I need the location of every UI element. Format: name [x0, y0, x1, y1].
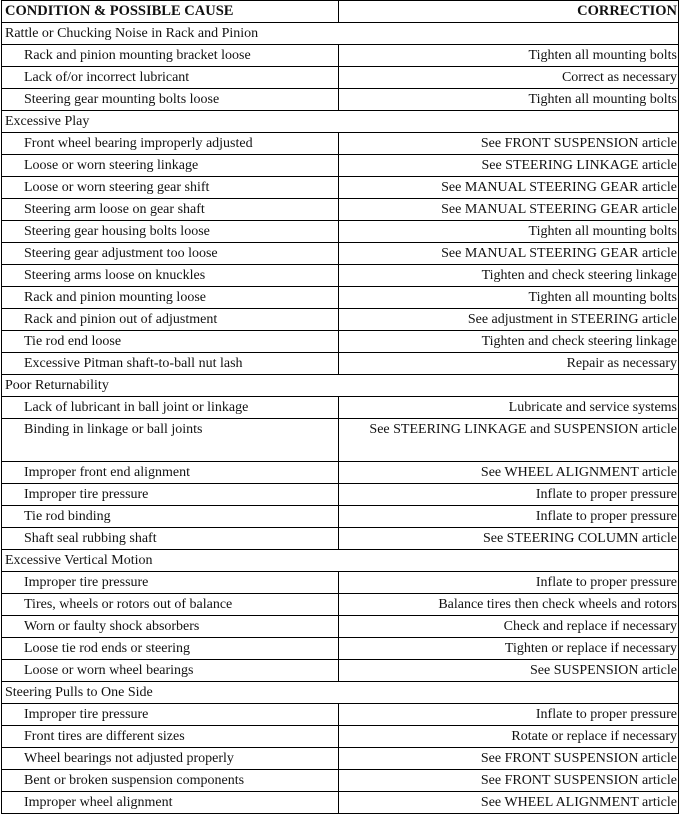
correction-cell: Inflate to proper pressure: [339, 484, 679, 506]
cause-cell: Steering arms loose on knuckles: [2, 265, 339, 287]
correction-cell: Tighten all mounting bolts: [339, 89, 679, 111]
cause-cell: Steering gear mounting bolts loose: [2, 89, 339, 111]
header-row: [2, 1, 679, 23]
correction-cell: Lubricate and service systems: [339, 397, 679, 419]
cause-cell: Lack of/or incorrect lubricant: [2, 67, 339, 89]
correction-cell: Tighten all mounting bolts: [339, 45, 679, 67]
condition-header: CONDITION & POSSIBLE CAUSE: [2, 1, 339, 23]
table-row: [2, 89, 679, 111]
table-row: [2, 748, 679, 770]
cause-cell: Shaft seal rubbing shaft: [2, 528, 339, 550]
table-row: [2, 660, 679, 682]
section-row: [2, 550, 679, 572]
cause-cell: Improper tire pressure: [2, 572, 339, 594]
correction-cell: See WHEEL ALIGNMENT article: [339, 792, 679, 814]
cause-cell: Loose or worn steering gear shift: [2, 177, 339, 199]
cause-cell: Steering gear housing bolts loose: [2, 221, 339, 243]
diagnosis-table: [1, 0, 679, 814]
cause-cell: Rack and pinion out of adjustment: [2, 309, 339, 331]
correction-cell: See STEERING LINKAGE and SUSPENSION article: [339, 419, 679, 462]
correction-cell: Correct as necessary: [339, 67, 679, 89]
table-row: [2, 462, 679, 484]
table-row: [2, 177, 679, 199]
cause-cell: Improper tire pressure: [2, 704, 339, 726]
correction-cell: Check and replace if necessary: [339, 616, 679, 638]
section-title: Steering Pulls to One Side: [2, 682, 679, 704]
table-row: [2, 155, 679, 177]
table-row: [2, 353, 679, 375]
correction-cell: See WHEEL ALIGNMENT article: [339, 462, 679, 484]
cause-cell: Rack and pinion mounting loose: [2, 287, 339, 309]
table-row: [2, 594, 679, 616]
section-row: [2, 23, 679, 45]
correction-cell: See MANUAL STEERING GEAR article: [339, 177, 679, 199]
cause-cell: Lack of lubricant in ball joint or linkage: [2, 397, 339, 419]
table-row: [2, 572, 679, 594]
cause-cell: Binding in linkage or ball joints: [2, 419, 339, 462]
table-row: [2, 528, 679, 550]
correction-cell: See FRONT SUSPENSION article: [339, 770, 679, 792]
section-row: [2, 111, 679, 133]
correction-cell: Inflate to proper pressure: [339, 506, 679, 528]
correction-cell: See SUSPENSION article: [339, 660, 679, 682]
section-row: [2, 682, 679, 704]
table-row: [2, 638, 679, 660]
table-row: [2, 770, 679, 792]
cause-cell: Steering gear adjustment too loose: [2, 243, 339, 265]
cause-cell: Improper front end alignment: [2, 462, 339, 484]
correction-cell: Inflate to proper pressure: [339, 572, 679, 594]
correction-cell: See FRONT SUSPENSION article: [339, 133, 679, 155]
table-row: [2, 265, 679, 287]
section-title: Poor Returnability: [2, 375, 679, 397]
correction-cell: See MANUAL STEERING GEAR article: [339, 199, 679, 221]
section-title: Excessive Play: [2, 111, 679, 133]
cause-cell: Bent or broken suspension components: [2, 770, 339, 792]
table-row: [2, 506, 679, 528]
correction-cell: Tighten all mounting bolts: [339, 287, 679, 309]
cause-cell: Front tires are different sizes: [2, 726, 339, 748]
table-row: [2, 199, 679, 221]
correction-cell: See STEERING LINKAGE article: [339, 155, 679, 177]
cause-cell: Loose tie rod ends or steering: [2, 638, 339, 660]
table-row: [2, 726, 679, 748]
correction-header: CORRECTION: [339, 1, 679, 23]
table-row: [2, 133, 679, 155]
section-title: Excessive Vertical Motion: [2, 550, 679, 572]
section-row: [2, 375, 679, 397]
correction-cell: Tighten or replace if necessary: [339, 638, 679, 660]
cause-cell: Rack and pinion mounting bracket loose: [2, 45, 339, 67]
correction-cell: Balance tires then check wheels and rotors: [339, 594, 679, 616]
cause-cell: Loose or worn steering linkage: [2, 155, 339, 177]
cause-cell: Front wheel bearing improperly adjusted: [2, 133, 339, 155]
table-row: [2, 484, 679, 506]
table-row: [2, 221, 679, 243]
correction-cell: Inflate to proper pressure: [339, 704, 679, 726]
table-row: [2, 616, 679, 638]
table-row: [2, 704, 679, 726]
correction-cell: See STEERING COLUMN article: [339, 528, 679, 550]
cause-cell: Tires, wheels or rotors out of balance: [2, 594, 339, 616]
table-row: [2, 45, 679, 67]
cause-cell: Improper tire pressure: [2, 484, 339, 506]
correction-cell: Repair as necessary: [339, 353, 679, 375]
table-row: [2, 243, 679, 265]
cause-cell: Tie rod end loose: [2, 331, 339, 353]
correction-cell: Tighten all mounting bolts: [339, 221, 679, 243]
table-row: [2, 419, 679, 462]
table-row: [2, 309, 679, 331]
table-row: [2, 287, 679, 309]
table-row: [2, 397, 679, 419]
correction-cell: See MANUAL STEERING GEAR article: [339, 243, 679, 265]
cause-cell: Steering arm loose on gear shaft: [2, 199, 339, 221]
section-title: Rattle or Chucking Noise in Rack and Pinion: [2, 23, 679, 45]
cause-cell: Tie rod binding: [2, 506, 339, 528]
table-row: [2, 792, 679, 814]
cause-cell: Worn or faulty shock absorbers: [2, 616, 339, 638]
correction-cell: See FRONT SUSPENSION article: [339, 748, 679, 770]
table-row: [2, 331, 679, 353]
table-row: [2, 67, 679, 89]
correction-cell: Rotate or replace if necessary: [339, 726, 679, 748]
cause-cell: Loose or worn wheel bearings: [2, 660, 339, 682]
cause-cell: Improper wheel alignment: [2, 792, 339, 814]
cause-cell: Wheel bearings not adjusted properly: [2, 748, 339, 770]
cause-cell: Excessive Pitman shaft-to-ball nut lash: [2, 353, 339, 375]
correction-cell: Tighten and check steering linkage: [339, 265, 679, 287]
table-body: [2, 23, 679, 814]
correction-cell: See adjustment in STEERING article: [339, 309, 679, 331]
correction-cell: Tighten and check steering linkage: [339, 331, 679, 353]
